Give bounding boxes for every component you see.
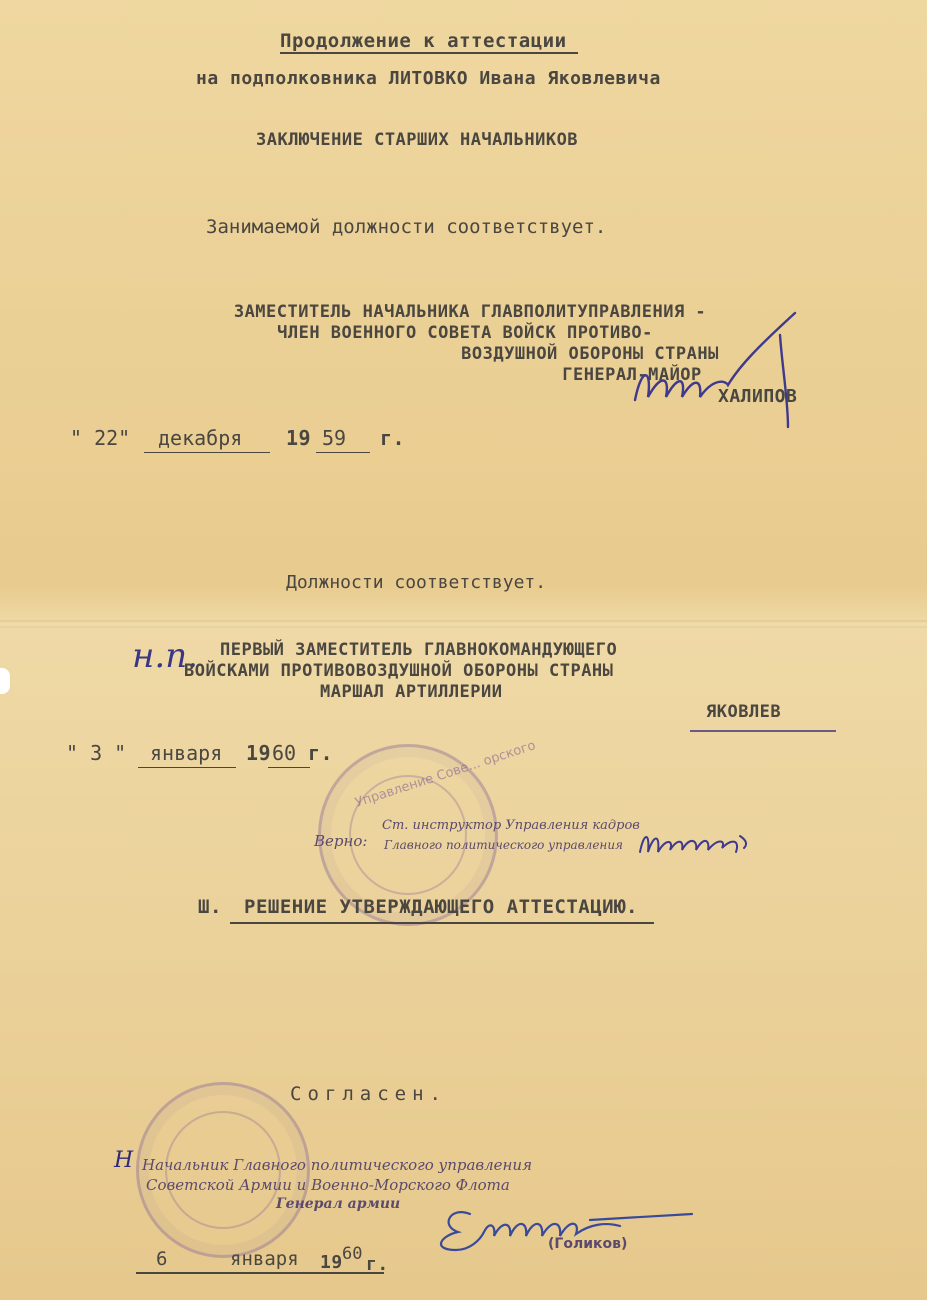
review1-date-day: " 22": [70, 426, 131, 450]
title-underline: [280, 52, 578, 54]
instructor-signature: [636, 818, 756, 862]
decision-date-day: 6: [156, 1248, 168, 1270]
decision-handwritten-mark: Н: [114, 1148, 134, 1173]
review1-date-month: декабря: [158, 426, 243, 450]
review1-date-suffix: г.: [380, 426, 406, 450]
review2-name-underline: [690, 730, 836, 732]
decision-date-year-prefix: 19: [320, 1252, 343, 1273]
khalipov-signature: [630, 305, 810, 430]
review2-date-year-suffix: 60: [272, 741, 297, 765]
review1-position-line: ЗАМЕСТИТЕЛЬ НАЧАЛЬНИКА ГЛАВПОЛИТУПРАВЛЕНИЯ -: [233, 302, 707, 322]
review1-text: Занимаемой должности соответствует.: [206, 216, 607, 238]
review2-handwritten-mark: н.п.: [132, 636, 198, 676]
review2-position-line: МАРШАЛ АРТИЛЛЕРИИ: [320, 682, 503, 702]
review2-position-block: [170, 640, 700, 703]
decision-date-suffix: г.: [366, 1254, 389, 1275]
review2-text: Должности соответствует.: [286, 572, 547, 593]
certification-label: Верно:: [314, 832, 368, 850]
review1-position-line: ВОЗДУШНОЙ ОБОРОНЫ СТРАНЫ: [461, 344, 719, 364]
certification-line: Главного политического управления: [384, 838, 623, 852]
decision-stamp-line: Генерал армии: [276, 1196, 401, 1212]
decision-date-year-suffix: 60: [342, 1244, 363, 1264]
seal-text: Управление Сове... орского: [353, 738, 538, 811]
review2-date-day: " 3 ": [66, 741, 127, 765]
decision-date-month: января: [230, 1248, 299, 1270]
document-title: Продолжение к аттестации: [280, 30, 567, 52]
decision-name: (Голиков): [548, 1236, 628, 1252]
review1-date-year-suffix: 59: [322, 426, 347, 450]
paper-tear: [0, 668, 10, 694]
decision-stamp-line: Советской Армии и Военно-Морского Флота: [146, 1176, 510, 1194]
decision-date-underline: [136, 1272, 384, 1274]
review2-year-underline: [268, 767, 310, 768]
decision-section-number: Ш.: [198, 896, 222, 918]
decision-heading-underline: [230, 922, 654, 924]
certification-line: Ст. инструктор Управления кадров: [382, 818, 640, 833]
review1-month-underline: [144, 452, 270, 453]
decision-stamp-line: Начальник Главного политического управления: [142, 1156, 533, 1174]
decision-heading: РЕШЕНИЕ УТВЕРЖДАЮЩЕГО АТТЕСТАЦИЮ.: [244, 896, 638, 918]
review1-position-line: ГЕНЕРАЛ-МАЙОР: [562, 365, 702, 385]
review2-month-underline: [138, 767, 236, 768]
conclusion-heading: ЗАКЛЮЧЕНИЕ СТАРШИХ НАЧАЛЬНИКОВ: [256, 130, 579, 150]
review1-date-year-prefix: 19: [286, 426, 312, 450]
review2-date-month: января: [150, 741, 223, 765]
paper-fold: [0, 620, 927, 628]
review2-date-year-prefix: 19: [246, 741, 272, 765]
review1-position-line: ЧЛЕН ВОЕННОГО СОВЕТА ВОЙСК ПРОТИВО-: [277, 323, 653, 343]
review2-position-line: ПЕРВЫЙ ЗАМЕСТИТЕЛЬ ГЛАВНОКОМАНДУЮЩЕГО: [220, 640, 618, 660]
attestation-subject: на подполковника ЛИТОВКО Ивана Яковлевича: [196, 68, 661, 89]
review2-name: ЯКОВЛЕВ: [706, 702, 782, 722]
review1-year-underline: [316, 452, 370, 453]
review1-name: ХАЛИПОВ: [718, 386, 798, 407]
decision-text: Согласен.: [290, 1083, 447, 1105]
review2-date-suffix: г.: [308, 741, 334, 765]
review2-position-line: ВОЙСКАМИ ПРОТИВОВОЗДУШНОЙ ОБОРОНЫ СТРАНЫ: [184, 661, 614, 681]
